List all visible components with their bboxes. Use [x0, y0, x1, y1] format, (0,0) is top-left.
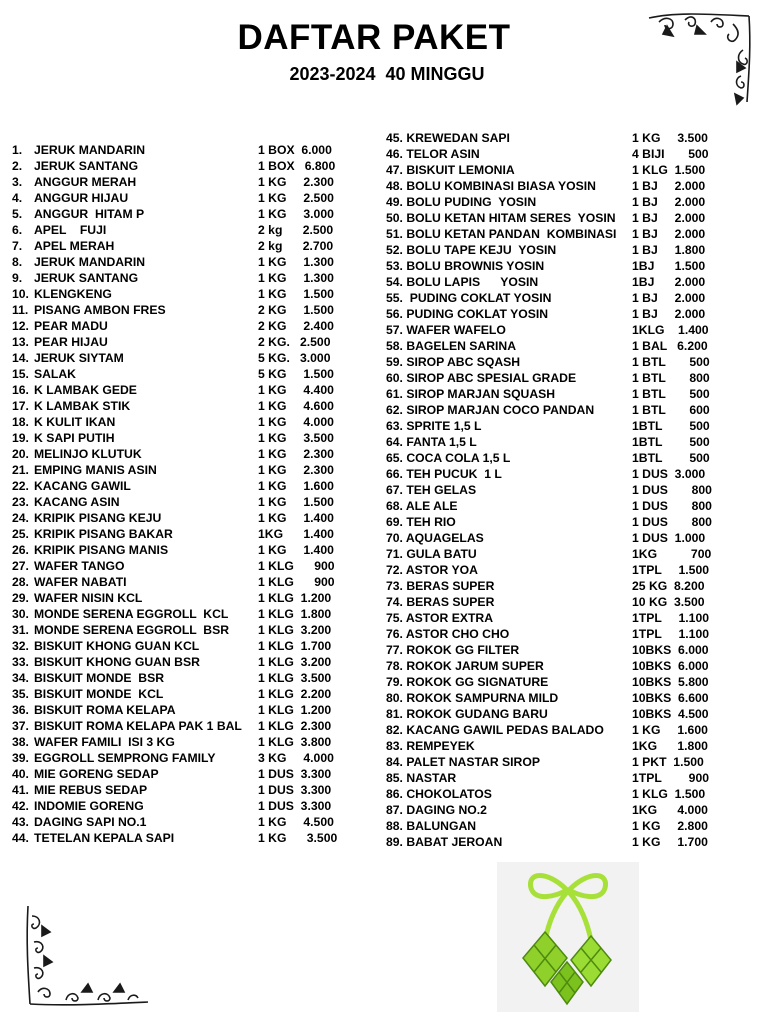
item-quantity-price: 1 DUS 3.300 [258, 767, 332, 781]
item-name: 72. ASTOR YOA [386, 563, 478, 577]
item-name: MONDE SERENA EGGROLL BSR [34, 623, 230, 637]
item-quantity-price: 1 KG 1.400 [258, 511, 334, 525]
item-name: KRIPIK PISANG BAKAR [34, 527, 173, 541]
item-number: 17. [12, 399, 29, 413]
item-number: 25. [12, 527, 29, 541]
item-name: K KULIT IKAN [34, 415, 116, 429]
item-quantity-price: 1KG 4.000 [632, 803, 708, 817]
item-name: 53. BOLU BROWNIS YOSIN [386, 259, 545, 273]
item-quantity-price: 1 BJ 2.000 [632, 179, 706, 193]
item-number: 1. [12, 143, 23, 157]
item-name: 46. TELOR ASIN [386, 147, 480, 161]
item-quantity-price: 1 KG 4.400 [258, 383, 334, 397]
item-name: 78. ROKOK JARUM SUPER [386, 659, 544, 673]
item-name: BISKUIT KHONG GUAN KCL [34, 639, 200, 653]
item-quantity-price: 1 KLG 2.300 [258, 719, 332, 733]
item-name: BISKUIT ROMA KELAPA PAK 1 BAL [34, 719, 242, 733]
page-subtitle: 2023-2024 40 MINGGU [289, 64, 485, 84]
item-name: 52. BOLU TAPE KEJU YOSIN [386, 243, 557, 257]
item-name: 64. FANTA 1,5 L [386, 435, 477, 449]
item-quantity-price: 1 DUS 3.300 [258, 799, 332, 813]
item-number: 40. [12, 767, 29, 781]
item-quantity-price: 1 BJ 2.000 [632, 307, 706, 321]
item-number: 26. [12, 543, 29, 557]
item-quantity-price: 1 KG 4.000 [258, 415, 334, 429]
item-name: ANGGUR HITAM P [34, 207, 145, 221]
item-name: 84. PALET NASTAR SIROP [386, 755, 540, 769]
item-name: PISANG AMBON FRES [34, 303, 166, 317]
item-number: 5. [12, 207, 23, 221]
item-quantity-price: 1TPL 900 [632, 771, 709, 785]
item-quantity-price: 1 BOX 6.800 [258, 159, 336, 173]
item-number: 13. [12, 335, 29, 349]
item-number: 38. [12, 735, 29, 749]
item-number: 10. [12, 287, 29, 301]
item-quantity-price: 3 KG 4.000 [258, 751, 334, 765]
item-quantity-price: 1BJ 1.500 [632, 259, 706, 273]
item-name: 69. TEH RIO [386, 515, 456, 529]
item-number: 27. [12, 559, 29, 573]
item-name: K LAMBAK STIK [34, 399, 131, 413]
item-name: 55. PUDING COKLAT YOSIN [386, 291, 552, 305]
item-number: 16. [12, 383, 29, 397]
item-quantity-price: 1 BAL 6.200 [632, 339, 708, 353]
item-name: 48. BOLU KOMBINASI BIASA YOSIN [386, 179, 596, 193]
item-number: 30. [12, 607, 29, 621]
item-name: MONDE SERENA EGGROLL KCL [34, 607, 229, 621]
item-quantity-price: 1 DUS 800 [632, 515, 712, 529]
item-name: MELINJO KLUTUK [34, 447, 142, 461]
item-quantity-price: 25 KG 8.200 [632, 579, 705, 593]
item-name: MIE GORENG SEDAP [34, 767, 159, 781]
item-name: 85. NASTAR [386, 771, 457, 785]
item-quantity-price: 1KG 700 [632, 547, 712, 561]
item-name: 89. BABAT JEROAN [386, 835, 503, 849]
item-name: 61. SIROP MARJAN SQUASH [386, 387, 556, 401]
item-quantity-price: 1 KG 1.300 [258, 271, 334, 285]
item-name: WAFER NISIN KCL [34, 591, 143, 605]
item-quantity-price: 1BTL 500 [632, 435, 710, 449]
item-name: PEAR MADU [34, 319, 108, 333]
item-name: JERUK SIYTAM [34, 351, 124, 365]
item-quantity-price: 5 KG. 3.000 [258, 351, 331, 365]
item-quantity-price: 1 KLG 900 [258, 559, 335, 573]
item-number: 44. [12, 831, 29, 845]
item-name: 79. ROKOK GG SIGNATURE [386, 675, 549, 689]
item-quantity-price: 1 KG 2.300 [258, 463, 334, 477]
item-quantity-price: 1 BJ 2.000 [632, 195, 706, 209]
item-quantity-price: 1 BTL 500 [632, 355, 710, 369]
item-number: 7. [12, 239, 23, 253]
item-quantity-price: 1 KLG 3.200 [258, 655, 332, 669]
item-quantity-price: 1 BOX 6.000 [258, 143, 332, 157]
item-number: 31. [12, 623, 29, 637]
item-name: JERUK SANTANG [34, 271, 139, 285]
item-name: BISKUIT KHONG GUAN BSR [34, 655, 200, 669]
item-name: ANGGUR HIJAU [34, 191, 129, 205]
item-number: 21. [12, 463, 29, 477]
item-quantity-price: 1 KLG 2.200 [258, 687, 332, 701]
item-number: 34. [12, 671, 29, 685]
item-number: 22. [12, 479, 29, 493]
item-quantity-price: 1 DUS 800 [632, 499, 712, 513]
item-number: 33. [12, 655, 29, 669]
item-name: WAFER FAMILI ISI 3 KG [34, 735, 175, 749]
item-quantity-price: 2 KG. 2.500 [258, 335, 331, 349]
item-name: 62. SIROP MARJAN COCO PANDAN [386, 403, 595, 417]
item-name: 81. ROKOK GUDANG BARU [386, 707, 548, 721]
item-name: 80. ROKOK SAMPURNA MILD [386, 691, 559, 705]
item-quantity-price: 1 KG 1.400 [258, 543, 334, 557]
item-number: 14. [12, 351, 29, 365]
item-number: 28. [12, 575, 29, 589]
item-quantity-price: 1 KG 2.800 [632, 819, 708, 833]
item-name: BISKUIT MONDE KCL [34, 687, 164, 701]
item-name: 68. ALE ALE [386, 499, 458, 513]
item-quantity-price: 1 KG 3.500 [258, 831, 338, 845]
item-quantity-price: 1 BTL 800 [632, 371, 710, 385]
item-quantity-price: 1 KG 1.600 [632, 723, 708, 737]
item-quantity-price: 1 BTL 500 [632, 387, 710, 401]
item-quantity-price: 2 KG 1.500 [258, 303, 334, 317]
item-quantity-price: 10BKS 4.500 [632, 707, 709, 721]
item-quantity-price: 1KG 1.800 [632, 739, 708, 753]
item-quantity-price: 1 BJ 2.000 [632, 227, 706, 241]
item-name: 57. WAFER WAFELO [386, 323, 506, 337]
item-quantity-price: 1 KLG 1.200 [258, 591, 332, 605]
item-name: JERUK SANTANG [34, 159, 139, 173]
item-name: 87. DAGING NO.2 [386, 803, 487, 817]
item-number: 11. [12, 303, 29, 317]
item-number: 42. [12, 799, 29, 813]
item-quantity-price: 10BKS 5.800 [632, 675, 709, 689]
item-quantity-price: 1 KLG 3.200 [258, 623, 332, 637]
item-quantity-price: 1 KG 1.500 [258, 287, 334, 301]
item-quantity-price: 1 KLG 3.800 [258, 735, 332, 749]
item-number: 9. [12, 271, 23, 285]
item-quantity-price: 1 KG 1.300 [258, 255, 334, 269]
item-number: 15. [12, 367, 29, 381]
item-number: 29. [12, 591, 29, 605]
ketupat-icon [497, 862, 639, 1012]
item-name: INDOMIE GORENG [34, 799, 144, 813]
item-name: K SAPI PUTIH [34, 431, 115, 445]
item-name: 86. CHOKOLATOS [386, 787, 492, 801]
item-quantity-price: 1KG 1.400 [258, 527, 334, 541]
item-number: 41. [12, 783, 29, 797]
item-quantity-price: 1KLG 1.400 [632, 323, 709, 337]
item-quantity-price: 1 KLG 1.200 [258, 703, 332, 717]
item-name: 83. REMPEYEK [386, 739, 475, 753]
item-name: KACANG GAWIL [34, 479, 131, 493]
item-number: 6. [12, 223, 23, 237]
item-number: 8. [12, 255, 23, 269]
item-number: 23. [12, 495, 29, 509]
item-name: 47. BISKUIT LEMONIA [386, 163, 515, 177]
item-quantity-price: 1 KLG 1.700 [258, 639, 332, 653]
item-quantity-price: 1 BJ 2.000 [632, 211, 706, 225]
item-name: KRIPIK PISANG MANIS [34, 543, 169, 557]
item-name: MIE REBUS SEDAP [34, 783, 148, 797]
item-quantity-price: 1 BJ 2.000 [632, 291, 706, 305]
item-number: 32. [12, 639, 29, 653]
item-quantity-price: 1BTL 500 [632, 419, 710, 433]
item-quantity-price: 1 KG 3.000 [258, 207, 334, 221]
item-name: 77. ROKOK GG FILTER [386, 643, 520, 657]
item-name: KLENGKENG [34, 287, 112, 301]
item-number: 12. [12, 319, 29, 333]
item-name: TETELAN KEPALA SAPI [34, 831, 175, 845]
item-name: BISKUIT MONDE BSR [34, 671, 165, 685]
item-name: PEAR HIJAU [34, 335, 108, 349]
item-name: BISKUIT ROMA KELAPA [34, 703, 176, 717]
item-quantity-price: 1 KG 4.600 [258, 399, 334, 413]
item-quantity-price: 1 BJ 1.800 [632, 243, 706, 257]
item-name: 54. BOLU LAPIS YOSIN [386, 275, 539, 289]
item-quantity-price: 1 KG 4.500 [258, 815, 334, 829]
item-name: 60. SIROP ABC SPESIAL GRADE [386, 371, 577, 385]
item-name: 71. GULA BATU [386, 547, 477, 561]
item-name: 59. SIROP ABC SQASH [386, 355, 521, 369]
item-name: 49. BOLU PUDING YOSIN [386, 195, 537, 209]
item-quantity-price: 1 KLG 1.500 [632, 163, 706, 177]
item-quantity-price: 10BKS 6.000 [632, 643, 709, 657]
item-name: 82. KACANG GAWIL PEDAS BALADO [386, 723, 604, 737]
item-name: WAFER NABATI [34, 575, 127, 589]
item-name: SALAK [34, 367, 76, 381]
item-name: 51. BOLU KETAN PANDAN KOMBINASI [386, 227, 617, 241]
item-name: 73. BERAS SUPER [386, 579, 495, 593]
item-quantity-price: 1TPL 1.100 [632, 627, 710, 641]
item-number: 36. [12, 703, 29, 717]
item-quantity-price: 1 KG 2.300 [258, 175, 334, 189]
item-number: 20. [12, 447, 29, 461]
item-quantity-price: 1 KG 1.700 [632, 835, 708, 849]
item-name: 67. TEH GELAS [386, 483, 477, 497]
page-title: DAFTAR PAKET [237, 18, 511, 57]
item-quantity-price: 2 kg 2.500 [258, 223, 334, 237]
item-name: JERUK MANDARIN [34, 143, 146, 157]
item-name: 45. KREWEDAN SAPI [386, 131, 510, 145]
item-name: JERUK MANDARIN [34, 255, 146, 269]
item-name: 66. TEH PUCUK 1 L [386, 467, 502, 481]
item-number: 43. [12, 815, 29, 829]
item-quantity-price: 1 KG 2.300 [258, 447, 334, 461]
item-name: DAGING SAPI NO.1 [34, 815, 147, 829]
item-quantity-price: 1 KG 2.500 [258, 191, 334, 205]
item-number: 37. [12, 719, 29, 733]
item-name: 76. ASTOR CHO CHO [386, 627, 510, 641]
item-name: ANGGUR MERAH [34, 175, 137, 189]
item-quantity-price: 1 KLG 1.800 [258, 607, 332, 621]
item-quantity-price: 1TPL 1.100 [632, 611, 710, 625]
item-quantity-price: 2 kg 2.700 [258, 239, 334, 253]
item-name: 50. BOLU KETAN HITAM SERES YOSIN [386, 211, 616, 225]
item-name: 74. BERAS SUPER [386, 595, 495, 609]
item-quantity-price: 1 KG 3.500 [258, 431, 334, 445]
item-name: 58. BAGELEN SARINA [386, 339, 517, 353]
item-quantity-price: 1BTL 500 [632, 451, 710, 465]
item-name: WAFER TANGO [34, 559, 125, 573]
item-name: 63. SPRITE 1,5 L [386, 419, 482, 433]
item-quantity-price: 1 DUS 800 [632, 483, 712, 497]
item-name: 56. PUDING COKLAT YOSIN [386, 307, 549, 321]
item-name: APEL MERAH [34, 239, 115, 253]
item-quantity-price: 1 DUS 1.000 [632, 531, 706, 545]
item-number: 35. [12, 687, 29, 701]
item-quantity-price: 1 DUS 3.300 [258, 783, 332, 797]
item-quantity-price: 10BKS 6.000 [632, 659, 709, 673]
item-quantity-price: 10 KG 3.500 [632, 595, 705, 609]
item-number: 4. [12, 191, 23, 205]
item-quantity-price: 1 KG 1.600 [258, 479, 334, 493]
item-name: K LAMBAK GEDE [34, 383, 137, 397]
item-number: 24. [12, 511, 29, 525]
item-quantity-price: 1 KG 3.500 [632, 131, 708, 145]
item-quantity-price: 4 BIJI 500 [632, 147, 709, 161]
item-quantity-price: 1 KLG 3.500 [258, 671, 332, 685]
item-number: 2. [12, 159, 23, 173]
item-name: 75. ASTOR EXTRA [386, 611, 494, 625]
item-quantity-price: 1 KG 1.500 [258, 495, 334, 509]
item-quantity-price: 1 KLG 900 [258, 575, 335, 589]
floral-corner-ornament-icon [22, 902, 152, 1008]
item-quantity-price: 5 KG 1.500 [258, 367, 334, 381]
item-name: KRIPIK PISANG KEJU [34, 511, 162, 525]
item-name: 70. AQUAGELAS [386, 531, 484, 545]
item-quantity-price: 1TPL 1.500 [632, 563, 710, 577]
item-quantity-price: 1 KLG 1.500 [632, 787, 706, 801]
item-name: EMPING MANIS ASIN [34, 463, 157, 477]
item-quantity-price: 1 DUS 3.000 [632, 467, 706, 481]
item-name: APEL FUJI [34, 223, 107, 237]
item-name: 88. BALUNGAN [386, 819, 477, 833]
item-name: 65. COCA COLA 1,5 L [386, 451, 511, 465]
item-quantity-price: 1 PKT 1.500 [632, 755, 704, 769]
item-quantity-price: 10BKS 6.600 [632, 691, 709, 705]
item-number: 19. [12, 431, 29, 445]
item-name: KACANG ASIN [34, 495, 120, 509]
item-quantity-price: 1BJ 2.000 [632, 275, 706, 289]
item-quantity-price: 1 BTL 600 [632, 403, 710, 417]
item-quantity-price: 2 KG 2.400 [258, 319, 334, 333]
item-name: EGGROLL SEMPRONG FAMILY [34, 751, 216, 765]
floral-corner-ornament-icon [645, 10, 755, 106]
item-number: 3. [12, 175, 23, 189]
item-number: 39. [12, 751, 29, 765]
item-number: 18. [12, 415, 29, 429]
